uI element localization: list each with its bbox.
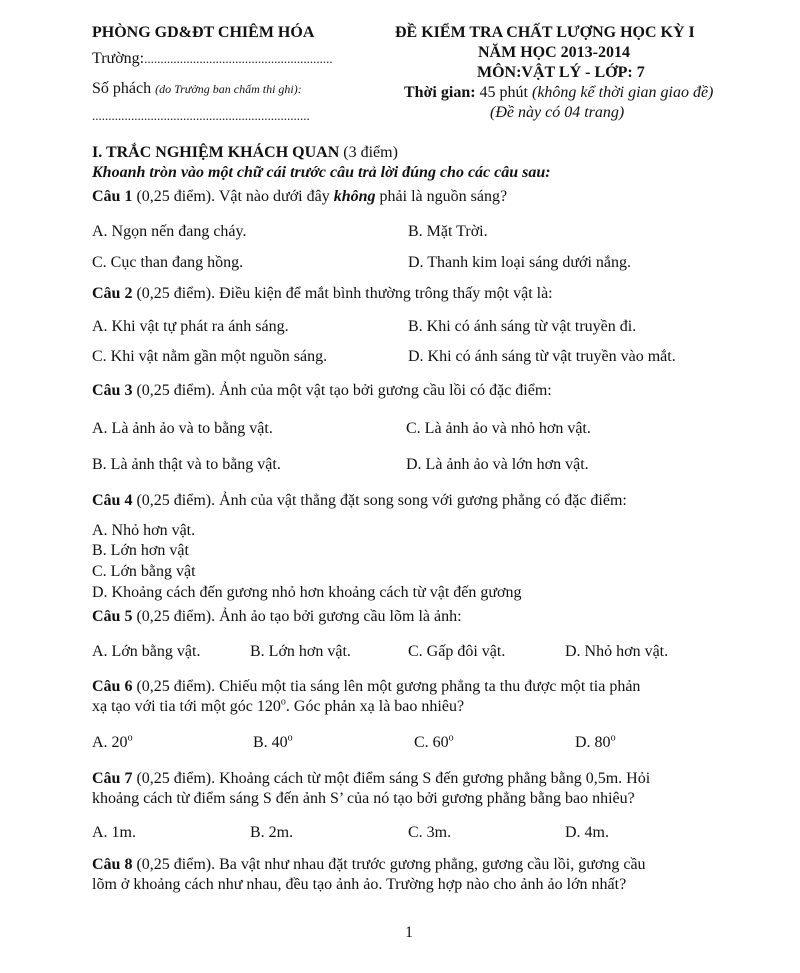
q1-option-a[interactable]: A. Ngọn nến đang cháy. <box>92 223 247 240</box>
q5-option-b[interactable]: B. Lớn hơn vật. <box>250 643 351 660</box>
time-info <box>404 84 713 102</box>
question-text: Chiếu một tia sáng lên một gương phẳng ta thu được một tia phản <box>219 678 641 695</box>
question-label: Câu 4 <box>92 492 133 509</box>
question-text: Vật nào dưới đây <box>218 188 330 205</box>
question-text-end: . Góc phản xạ là bao nhiêu? <box>285 698 465 715</box>
question-label: Câu 5 <box>92 608 133 625</box>
q7-option-d[interactable]: D. 4m. <box>565 824 609 841</box>
q4-option-b[interactable]: B. Lớn hơn vật <box>92 542 189 559</box>
question-7 <box>92 770 650 788</box>
q4-option-c[interactable]: C. Lớn bằng vật <box>92 563 196 580</box>
question-label: Câu 6 <box>92 678 133 695</box>
question-points: (0,25 điểm). <box>136 188 216 205</box>
time-note: (không kể thời gian giao đề) <box>532 84 714 101</box>
secret-label: Số phách <box>92 80 152 97</box>
option-text: B. 40 <box>253 734 288 751</box>
option-text: C. 60 <box>414 734 449 751</box>
secret-number-field <box>92 80 302 98</box>
question-points: (0,25 điểm). <box>136 770 216 787</box>
question-3 <box>92 382 552 400</box>
question-points: (0,25 điểm). <box>136 285 216 302</box>
question-points: (0,25 điểm). <box>136 678 216 695</box>
question-8 <box>92 856 646 874</box>
q7-option-c[interactable]: C. 3m. <box>408 824 452 841</box>
option-text: A. 20 <box>92 734 128 751</box>
question-label: Câu 3 <box>92 382 133 399</box>
question-5 <box>92 608 462 626</box>
question-text: Ảnh của một vật tạo bởi gương cầu lồi có đặc điểm: <box>219 382 552 399</box>
q6-option-d[interactable] <box>575 734 616 752</box>
section-title <box>92 144 398 162</box>
question-label: Câu 1 <box>92 188 133 205</box>
q5-option-a[interactable]: A. Lớn bằng vật. <box>92 643 201 660</box>
q1-option-b[interactable]: B. Mặt Trời. <box>408 223 488 240</box>
question-text: Điều kiện để mắt bình thường trông thấy một vật là: <box>219 285 553 302</box>
q2-option-a[interactable]: A. Khi vật tự phát ra ánh sáng. <box>92 318 289 335</box>
section-points: (3 điểm) <box>343 144 398 161</box>
section-instruction: Khoanh tròn vào một chữ cái trước câu trả lời đúng cho các câu sau: <box>92 164 551 181</box>
option-text: D. 80 <box>575 734 611 751</box>
q2-option-c[interactable]: C. Khi vật nằm gần một nguồn sáng. <box>92 348 328 365</box>
degree-sup: o <box>287 732 293 744</box>
question-text: Ba vật như nhau đặt trước gương phẳng, gương cầu lồi, gương cầu <box>219 856 646 873</box>
question-label: Câu 7 <box>92 770 133 787</box>
q1-option-d[interactable]: D. Thanh kim loại sáng dưới nắng. <box>408 254 632 271</box>
q6-option-b[interactable] <box>253 734 293 752</box>
question-points: (0,25 điểm). <box>136 856 216 873</box>
question-text-end: phải là nguồn sáng? <box>379 188 508 205</box>
question-text: xạ tạo với tia tới một góc 120 <box>92 698 281 715</box>
school-dots: .......................................................... <box>144 51 333 66</box>
question-points: (0,25 điểm). <box>136 608 216 625</box>
degree-sup: o <box>448 732 454 744</box>
question-7-line2: khoảng cách từ điểm sáng S đến ảnh S’ của nó tạo bởi gương phẳng bằng bao nhiêu? <box>92 790 635 807</box>
question-8-line2: lõm ở khoảng cách như nhau, đều tạo ảnh ảo. Trường hợp nào cho ảnh ảo lớn nhất? <box>92 876 627 893</box>
degree-sup: o <box>610 732 616 744</box>
time-value: 45 phút <box>479 84 528 101</box>
q6-option-c[interactable] <box>414 734 454 752</box>
question-6-line2 <box>92 698 464 716</box>
secret-dots: ................................................................... <box>92 108 310 123</box>
question-text: Ảnh của vật thẳng đặt song song với gương phẳng có đặc điểm: <box>219 492 627 509</box>
exam-title: ĐỀ KIỂM TRA CHẤT LƯỢNG HỌC KỲ I <box>395 24 695 41</box>
school-field <box>92 50 333 68</box>
page-number: 1 <box>405 924 413 941</box>
question-4 <box>92 492 627 510</box>
secret-note: (do Trưởng ban chấm thi ghi): <box>155 82 302 96</box>
q4-option-d[interactable]: D. Khoảng cách đến gương nhỏ hơn khoảng cách từ vật đến gương <box>92 584 522 601</box>
department-title: PHÒNG GD&ĐT CHIÊM HÓA <box>92 24 315 41</box>
question-emphasis: không <box>333 188 376 205</box>
q3-option-d[interactable]: D. Là ảnh ảo và lớn hơn vật. <box>406 456 589 473</box>
question-text: Khoảng cách từ một điểm sáng S đến gương phẳng bằng 0,5m. Hỏi <box>219 770 651 787</box>
question-text: Ảnh ảo tạo bởi gương cầu lõm là ảnh: <box>219 608 462 625</box>
degree-sup: o <box>280 696 286 708</box>
q4-option-a[interactable]: A. Nhỏ hơn vật. <box>92 522 196 539</box>
question-label: Câu 2 <box>92 285 133 302</box>
school-label: Trường: <box>92 50 145 67</box>
q3-option-a[interactable]: A. Là ảnh ảo và to bằng vật. <box>92 420 273 437</box>
q1-option-c[interactable]: C. Cục than đang hồng. <box>92 254 244 271</box>
q2-option-d[interactable]: D. Khi có ánh sáng từ vật truyền vào mắt. <box>408 348 676 365</box>
q5-option-d[interactable]: D. Nhỏ hơn vật. <box>565 643 669 660</box>
degree-sup: o <box>127 732 133 744</box>
q3-option-c[interactable]: C. Là ảnh ảo và nhỏ hơn vật. <box>406 420 591 437</box>
section-heading: I. TRẮC NGHIỆM KHÁCH QUAN <box>92 144 340 161</box>
q5-option-c[interactable]: C. Gấp đôi vật. <box>408 643 506 660</box>
pages-note: (Đề này có 04 trang) <box>490 104 625 121</box>
question-label: Câu 8 <box>92 856 133 873</box>
question-2 <box>92 285 553 303</box>
q2-option-b[interactable]: B. Khi có ánh sáng từ vật truyền đi. <box>408 318 637 335</box>
school-year: NĂM HỌC 2013-2014 <box>478 44 630 61</box>
q7-option-b[interactable]: B. 2m. <box>250 824 294 841</box>
question-points: (0,25 điểm). <box>136 382 216 399</box>
q3-option-b[interactable]: B. Là ảnh thật và to bằng vật. <box>92 456 281 473</box>
q7-option-a[interactable]: A. 1m. <box>92 824 136 841</box>
subject-class: MÔN:VẬT LÝ - LỚP: 7 <box>477 64 645 81</box>
question-points: (0,25 điểm). <box>136 492 216 509</box>
time-label: Thời gian: <box>404 84 476 101</box>
q6-option-a[interactable] <box>92 734 133 752</box>
question-1 <box>92 188 507 206</box>
question-6 <box>92 678 640 696</box>
